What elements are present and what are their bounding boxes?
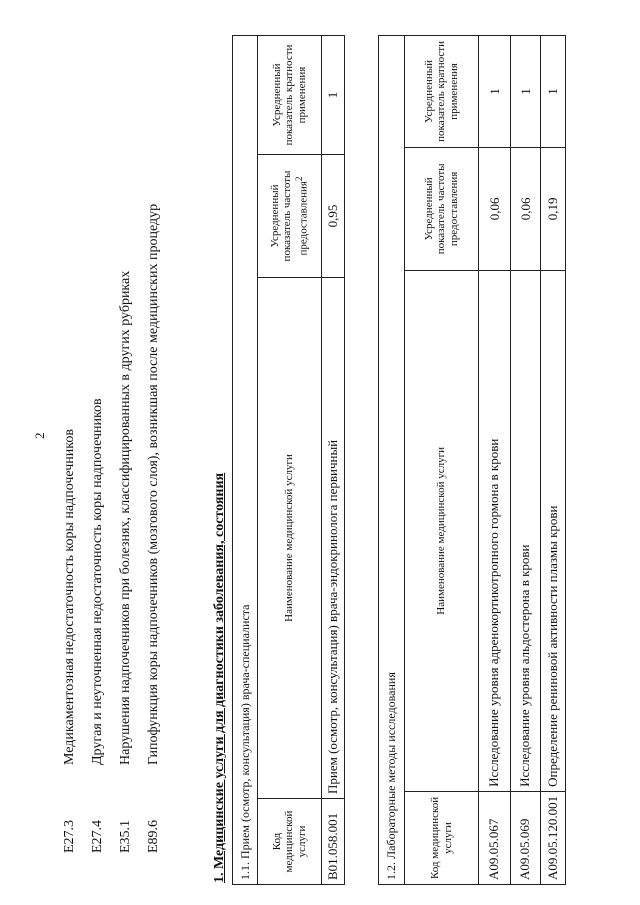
table-row (322, 36, 345, 885)
table-row (511, 36, 541, 885)
table-row (479, 36, 511, 885)
table-title: 1.1. Прием (осмотр, консультация) врача-специалиста (233, 36, 258, 885)
diagnosis-name: Медикаментозная недостаточность коры надпочечников (62, 429, 77, 765)
header-name: Наименование медицинской услуги (405, 270, 479, 791)
service-name: Определение рениновой активности плазмы крови (541, 270, 566, 791)
service-code: A09.05.067 (479, 791, 511, 884)
table-row (541, 36, 566, 885)
frequency-value: 0,19 (541, 147, 566, 270)
service-code: A09.05.120.001 (541, 791, 566, 884)
header-multiplicity: Усредненный показатель кратности применения (405, 36, 479, 148)
service-name: Исследование уровня альдостерона в крови (511, 270, 541, 791)
header-code: Код медицинской услуги (258, 799, 322, 885)
header-code: Код медицинской услуги (405, 791, 479, 884)
multiplicity-value: 1 (479, 36, 511, 148)
section-heading: 1. Медицинские услуги для диагностики заболевания, состояния (212, 472, 227, 883)
diagnosis-code: E35.1 (118, 819, 133, 853)
multiplicity-value: 1 (511, 36, 541, 148)
diagnosis-code: E27.4 (90, 819, 105, 853)
header-frequency: Усредненный показатель частоты предоставления$^2$ (258, 155, 322, 278)
service-name: Прием (осмотр, консультация) врача-эндокринолога первичный (322, 278, 345, 799)
diagnosis-code: E27.3 (62, 819, 77, 853)
frequency-value: 0,06 (479, 147, 511, 270)
header-name: Наименование медицинской услуги (258, 278, 322, 799)
consultation-table (232, 35, 345, 885)
service-code: A09.05.069 (511, 791, 541, 884)
frequency-value: 0,06 (511, 147, 541, 270)
service-code: B01.058.001 (322, 799, 345, 885)
lab-methods-table (378, 35, 566, 885)
multiplicity-value: 1 (541, 36, 566, 148)
service-name: Исследование уровня адренокортикотропного гормона в крови (479, 270, 511, 791)
table-title: 1.2. Лабораторные методы исследования (379, 36, 405, 885)
multiplicity-value: 1 (322, 36, 345, 155)
diagnosis-name: Гипофункция коры надпочечников (мозгового слоя), возникшая после медицинских процедур (146, 203, 161, 765)
frequency-value: 0,95 (322, 155, 345, 278)
page-number: 2 (32, 432, 47, 439)
diagnosis-name: Нарушения надпочечников при болезнях, классифицированных в других рубриках (118, 270, 133, 765)
header-multiplicity: Усредненный показатель кратности применения (258, 36, 322, 155)
diagnosis-name: Другая и неуточненная недостаточность коры надпочечников (90, 398, 105, 765)
diagnosis-code: E89.6 (146, 819, 161, 853)
header-frequency: Усредненный показатель частоты предоставления (405, 147, 479, 270)
